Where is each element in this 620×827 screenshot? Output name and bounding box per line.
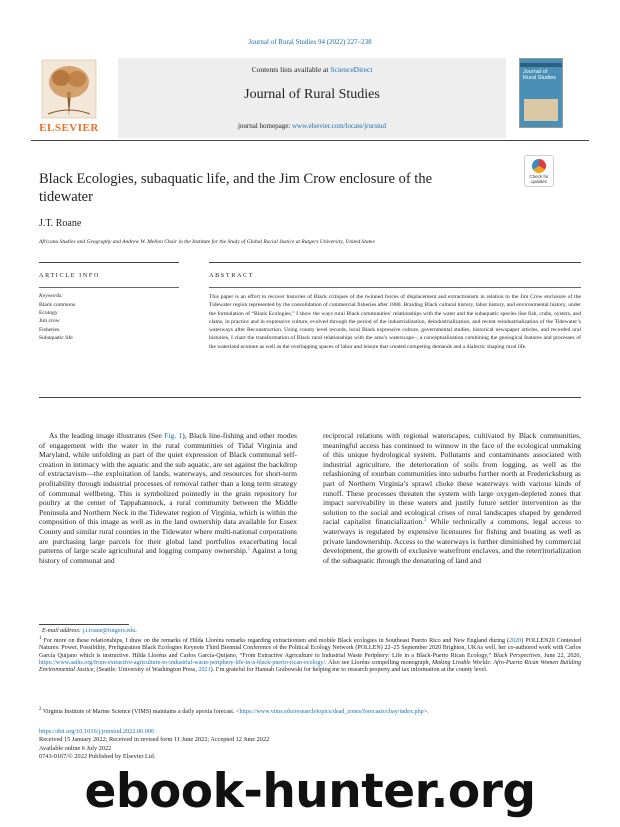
footnote-2 xyxy=(39,706,581,716)
journal-homepage xyxy=(118,122,506,130)
abstract-heading: ABSTRACT xyxy=(209,272,255,279)
footnote-italic: Black Perspectives xyxy=(493,652,541,659)
watermark: ebook-hunter.org xyxy=(84,764,536,819)
body-text: Against a long history of communal and xyxy=(39,546,297,565)
cover-image xyxy=(524,99,558,121)
footnote-text: For more on these relationships, I draw on the remarks of Hilda Lloréns remarks regarding extractionism and mobile Black ecologies in Southeast Puerto Rico and New England during ( xyxy=(43,638,510,644)
elsevier-wordmark: ELSEVIER xyxy=(39,122,99,134)
divider xyxy=(209,287,581,288)
keywords-list xyxy=(39,301,75,342)
footnote-text: >. xyxy=(423,709,429,715)
sciencedirect-link[interactable]: ScienceDirect xyxy=(330,65,373,74)
check-for-updates-button[interactable] xyxy=(524,155,554,187)
divider xyxy=(39,397,581,398)
divider xyxy=(209,262,581,263)
footnote-italic: Making Livable Worlds: Afro-Puerto Rican Women Building Environmental Justice xyxy=(39,659,581,674)
footnote-ref[interactable]: 2 xyxy=(424,517,427,523)
keyword: Ecology xyxy=(39,310,58,317)
footnote-url-link[interactable]: https://www.aaihs.org/from-extractive-agriculture-to-industrial-waste-periphery-life-in-a-black-puerto-rican-ecology/ xyxy=(39,659,326,666)
footnote-1 xyxy=(39,635,581,674)
footnote-url-link[interactable]: https://www.vims.edu/research/topics/dead_zones/forecasts/cbay/index.php xyxy=(239,709,424,715)
email-label: E-mail address: xyxy=(42,628,83,634)
footnote-text: . Also see Lloréns compelling monograph, xyxy=(325,659,432,666)
journal-title: Journal of Rural Studies xyxy=(244,87,380,102)
footnote-text: , June 22, 2020, xyxy=(540,652,581,659)
reference-link[interactable]: 2021 xyxy=(198,667,211,674)
body-text: While technically a commons, legal access to waterways is regulated by expensive licensures for fishing and boating as well as private landownership. Access to the waterways is further diminished by commercial development, the growth of exclusive waterfront enclaves, and the reterritorialization of the subaquatic through the denaturing of land and xyxy=(323,517,581,565)
divider xyxy=(39,287,179,288)
body-text: As the leading image illustrates (See xyxy=(49,431,165,440)
abstract-text: This paper is an effort to recover histories of Black critiques of the twinned forces of displacement and extractionism in relation to the Jim Crow enclosure of the Tidewater region represented by the consolidation of commercial fisheries after 1880. Braiding Black cultural history, labor history, and environmental history, under the formulation of “Black Ecologies,” I show the ways rural Black communities’ relationships with the water and the subaquatic species like fish, crabs, oysters, and clams, in practice and in expressive culture, evolved through the period of the industrialization, deindustrialization, and recent reindustrialization of the Tidewater’s waterways after Reconstruction. Using county level records, local Black expressive culture, governmental studies, historical newspaper articles, and recorded oral histories, I chart the transformation of Black rural relationships with the area’s waterscape–, a conceptualization combining the geological features and processes of the waterland ecotone as well as the overlapping spaces of labor and leisure that created competing demands and a dialectic shaping rural life. xyxy=(209,294,581,350)
footnote-number: 1 xyxy=(39,635,42,641)
divider xyxy=(39,262,179,263)
email-footnote: E-mail address: j.t.roane@rutgers.edu. xyxy=(42,628,137,634)
footnote-number: 2 xyxy=(39,706,42,712)
author-affiliation: Africana Studies and Geography and Andrew W. Mellon Chair in the Institute for the Study of Global Racial Justice at Rutgers University, United States xyxy=(39,239,375,245)
doi-link[interactable]: https://doi.org/10.1016/j.jrurstud.2022.06.006 xyxy=(39,728,155,735)
footnote-text: ). I’m grateful for Hannah Grabowski for helping me to research property and tax information at the county level. xyxy=(210,667,488,674)
body-text: reciprocal relations with regional waterscapes, cultivated by Black communities, meaningful access has continued to winnow in the face of the ecological unmaking of this unique hydrological system. Pollutants and contaminants associated with industrial agriculture, the deterioration of soils from logging, as well as the refashioning of exurban communities into suburbs further north at Fredericksburg as part of Northern Virginia’s sprawl choke these waterways with various kinds of runoff. These processes threaten the system with large oxygen-depleted zones that impact survivability in these waters and justify future settler intervention as the solution to the social and ecological crises of rural landscapes shaped by gendered racial capitalist financialization. xyxy=(323,431,581,527)
footnote-text: Virginia Institute of Marine Science (VIMS) maintains a daily apoxia forecast. < xyxy=(42,709,240,715)
footnote-text: ) POLLEN20 Contested Natures: Power, Possibility, Prefiguration Black Ecologies Keynote Third Biennial Conference of the Political Ecology Network (POLLEN) 22–25 September 2020 Brighton, UKAs well, her co-authored work with Carlos García Quijano which is instructive. Hilda Lloréns and Carlos García-Quijano, “From Extractive Agriculture to Industrial Waste Periphery: Life in a Black-Puerto Rican Ecology,” xyxy=(39,638,581,659)
keywords-label: Keywords: xyxy=(39,293,64,299)
footnote-text: , (Seattle: University of Washington Press, xyxy=(93,667,199,674)
journal-cover-thumbnail[interactable] xyxy=(519,58,563,128)
body-text: ), Black line-fishing and other modes of engagement with the water in the rural communities of Tidal Virginia and Maryland, while unfolding as part of the quiet expression of Black communal self-creation in intimacy with the aquatic and the sub aquatic, are set against the backdrop of extractavism—the exploitation of lands, waterways, and resources for short-term profitability through industrial processes of removal rather than a long term strategy of communal wellbeing. This is symbolized pointedly in the grain repository for poultry at the center of Tappahannock, a rural community between the Middle Peninsula and Northern Neck in the Tidewater region of Virginia, which is within the composition of this image as well as in the land ownership data available for Essex County and similar rural counties in the Tidewater where multi-national corporations are purchasing large parcels for their global land portfolios exacerbating local patterns of large scale agricultural and logging company ownership. xyxy=(39,431,297,556)
homepage-link[interactable]: www.elsevier.com/locate/jrurstud xyxy=(292,122,387,130)
available-online: Available online 6 July 2022 xyxy=(39,744,112,752)
homepage-prefix: journal homepage: xyxy=(237,122,292,130)
keyword: Black commons xyxy=(39,302,76,308)
footnote-ref[interactable]: 1 xyxy=(247,546,251,552)
article-info-heading: ARTICLE INFO xyxy=(39,272,100,279)
copyright: 0743-0167/© 2022 Published by Elsevier Ltd. xyxy=(39,753,156,761)
contents-prefix: Contents lists available at xyxy=(251,65,331,74)
check-updates-label: Check for updates xyxy=(529,174,549,184)
publication-info xyxy=(39,728,269,762)
cover-title: Journal of Rural Studies xyxy=(523,69,557,81)
email-link[interactable]: j.t.roane@rutgers.edu xyxy=(82,628,136,634)
author-name: J.T. Roane xyxy=(39,218,82,229)
keyword: Jim crow xyxy=(39,318,60,325)
journal-citation[interactable]: Journal of Rural Studies 94 (2022) 227–238 xyxy=(248,38,372,46)
check-updates-icon xyxy=(532,159,546,173)
elsevier-tree-icon xyxy=(34,58,104,120)
contents-line xyxy=(118,65,506,74)
received-dates: Received 15 January 2022; Received in revised form 11 June 2022; Accepted 12 June 2022 xyxy=(39,736,270,744)
footnote-divider xyxy=(39,624,129,625)
reference-link[interactable]: 2020 xyxy=(509,638,522,644)
article-title: Black Ecologies, subaquatic life, and the Jim Crow enclosure of the tidewater xyxy=(39,171,433,205)
body-column-right xyxy=(323,431,581,565)
keyword: Fisheries xyxy=(39,326,60,333)
keyword: Subaquatic life xyxy=(39,334,73,341)
body-column-left xyxy=(39,431,297,565)
figure-link[interactable]: Fig. 1 xyxy=(164,431,183,440)
cover-band xyxy=(520,63,562,67)
